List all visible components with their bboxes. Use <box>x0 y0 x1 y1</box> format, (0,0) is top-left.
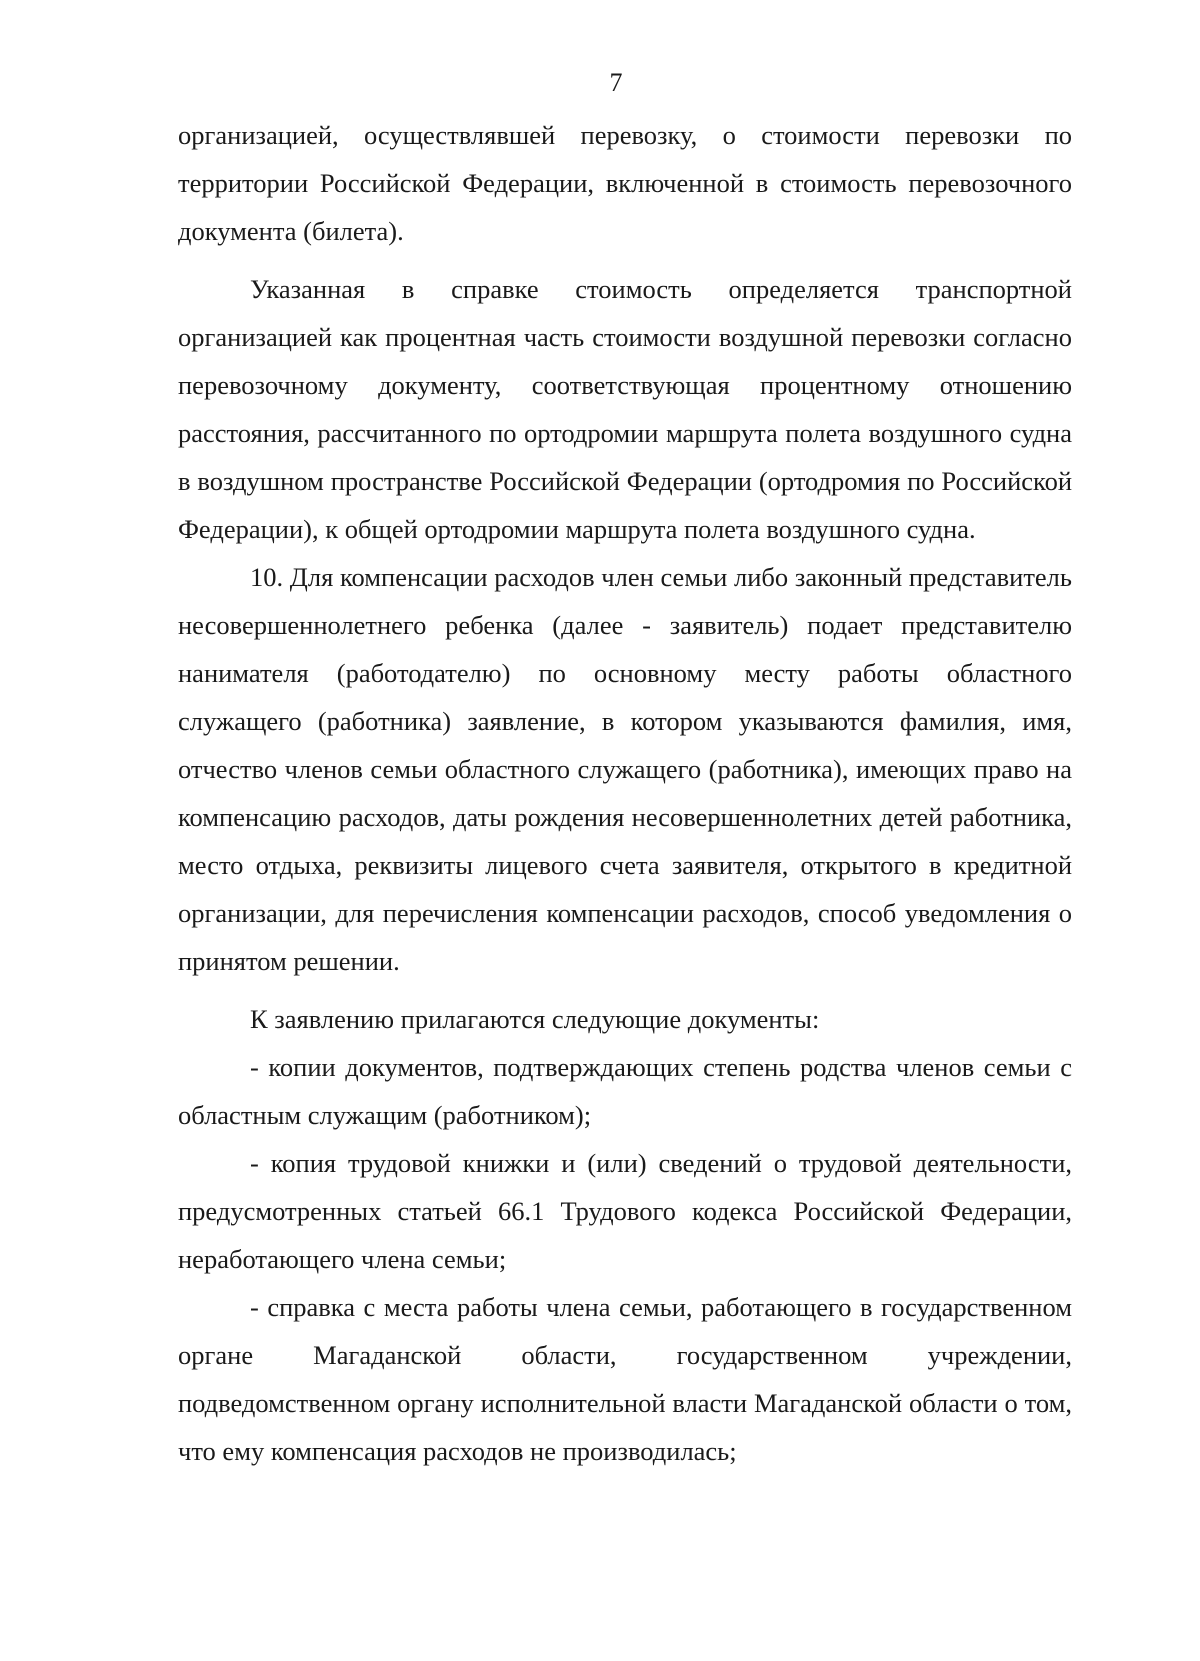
paragraph-attachments-intro: К заявлению прилагаются следующие документы: <box>250 1004 820 1034</box>
list-item-employment-record: - копия трудовой книжки и (или) сведений о трудовой деятельности, предусмотренных статьей 66.1 Трудового кодекса Российской Федерации, неработающего члена семьи; <box>178 1148 1072 1274</box>
document-body <box>178 111 1072 1475</box>
paragraph-item-10: 10. Для компенсации расходов член семьи либо законный представитель несовершеннолетнего ребенка (далее - заявитель) подает представителю нанимателя (работодателю) по основному месту работы областного служащего (работника) заявление, в котором указываются фамилия, имя, отчество членов семьи областного служащего (работника), имеющих право на компенсацию расходов, даты рождения несовершеннолетних детей работника, место отдыха, реквизиты лицевого счета заявителя, открытого в кредитной организации, для перечисления компенсации расходов, способ уведомления о принятом решении. <box>178 562 1072 976</box>
paragraph-cost-definition: Указанная в справке стоимость определяется транспортной организацией как процентная часть стоимости воздушной перевозки согласно перевозочному документу, соответствующая процентному отношению расстояния, рассчитанного по ортодромии маршрута полета воздушного судна в воздушном пространстве Российской Федерации (ортодромия по Российской Федерации), к общей ортодромии маршрута полета воздушного судна. <box>178 274 1072 544</box>
page-number: 7 <box>609 68 623 97</box>
list-item-workplace-certificate: - справка с места работы члена семьи, работающего в государственном органе Магаданской области, государственном учреждении, подведомственном органу исполнительной власти Магаданской области о том, что ему компенсация расходов не производилась; <box>178 1292 1072 1466</box>
paragraph-continuation: организацией, осуществлявшей перевозку, о стоимости перевозки по территории Российской Федерации, включенной в стоимость перевозочного документа (билета). <box>178 120 1072 246</box>
list-item-kinship-documents: - копии документов, подтверждающих степень родства членов семьи с областным служащим (работником); <box>178 1052 1072 1130</box>
